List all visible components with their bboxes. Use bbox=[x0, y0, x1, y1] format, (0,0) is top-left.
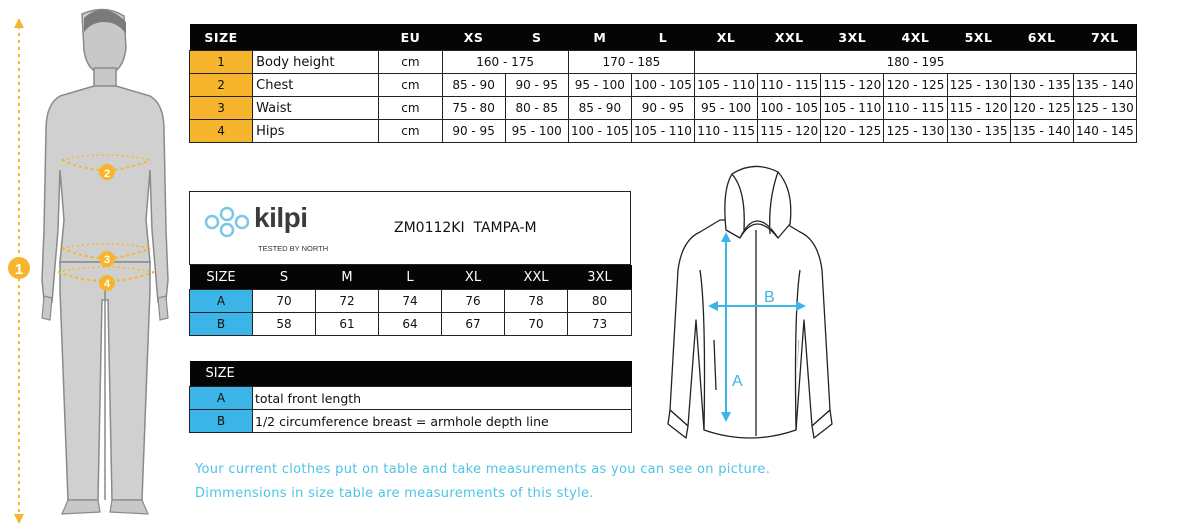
arrow-up-icon bbox=[14, 18, 24, 28]
header-xxl: XXL bbox=[505, 265, 568, 290]
header-size: SIZE bbox=[190, 361, 632, 387]
style-table-header bbox=[190, 265, 632, 290]
header-eu: EU bbox=[379, 24, 442, 51]
marker-2: 2 bbox=[103, 168, 111, 180]
marker-3: 3 bbox=[103, 254, 111, 266]
body-size-table bbox=[189, 24, 1137, 143]
row-unit: cm bbox=[379, 97, 442, 120]
body-figure bbox=[0, 0, 180, 530]
size-table-header bbox=[190, 24, 1137, 51]
measurement-legend-table bbox=[189, 361, 632, 433]
row-name: Hips bbox=[253, 120, 379, 143]
cell-value: 130 - 135 bbox=[1010, 74, 1073, 97]
row-name: Chest bbox=[253, 74, 379, 97]
header-l: L bbox=[631, 24, 694, 51]
header-xxl: XXL bbox=[758, 24, 821, 51]
header-blank bbox=[253, 24, 379, 51]
cell-value: 90 - 95 bbox=[631, 97, 694, 120]
cell-value: 95 - 100 bbox=[568, 74, 631, 97]
row-label: A bbox=[190, 387, 253, 410]
header-4xl: 4XL bbox=[884, 24, 947, 51]
cell-value: 105 - 110 bbox=[631, 120, 694, 143]
header-size: SIZE bbox=[190, 265, 253, 290]
row-unit: cm bbox=[379, 51, 442, 74]
table-row-hips bbox=[190, 120, 1137, 143]
arrow-down-icon bbox=[14, 514, 24, 524]
cell-value: 160 - 175 bbox=[442, 51, 568, 74]
header-xl: XL bbox=[442, 265, 505, 290]
row-name: Waist bbox=[253, 97, 379, 120]
cell-value: 70 bbox=[253, 290, 316, 313]
product-title: ZM0112KI TAMPA-M bbox=[394, 220, 537, 236]
cell-value: 72 bbox=[316, 290, 379, 313]
cell-value: 135 - 140 bbox=[1010, 120, 1073, 143]
instruction-note-2: Dimmensions in size table are measurements of this style. bbox=[195, 486, 594, 501]
brand-box bbox=[189, 191, 631, 265]
header-7xl: 7XL bbox=[1073, 24, 1136, 51]
cell-value: 180 - 195 bbox=[695, 51, 1137, 74]
cell-value: 95 - 100 bbox=[505, 120, 568, 143]
cell-value: 110 - 115 bbox=[758, 74, 821, 97]
row-unit: cm bbox=[379, 120, 442, 143]
style-size-table bbox=[189, 265, 632, 336]
cell-value: 170 - 185 bbox=[568, 51, 694, 74]
header-l: L bbox=[379, 265, 442, 290]
header-xl: XL bbox=[695, 24, 758, 51]
jacket-diagram bbox=[660, 160, 840, 450]
header-m: M bbox=[316, 265, 379, 290]
header-m: M bbox=[568, 24, 631, 51]
cell-value: 110 - 115 bbox=[884, 97, 947, 120]
cell-value: 85 - 90 bbox=[568, 97, 631, 120]
row-number: 2 bbox=[190, 74, 253, 97]
brand-tagline: TESTED BY NORTH bbox=[258, 244, 329, 253]
cell-value: 85 - 90 bbox=[442, 74, 505, 97]
cell-value: 95 - 100 bbox=[695, 97, 758, 120]
row-description: 1/2 circumference breast = armhole depth line bbox=[253, 410, 632, 433]
marker-4: 4 bbox=[103, 278, 111, 290]
cell-value: 100 - 105 bbox=[568, 120, 631, 143]
cell-value: 115 - 120 bbox=[758, 120, 821, 143]
dimension-a-label: A bbox=[732, 373, 743, 390]
row-unit: cm bbox=[379, 74, 442, 97]
cell-value: 61 bbox=[316, 313, 379, 336]
row-description: total front length bbox=[253, 387, 632, 410]
cell-value: 90 - 95 bbox=[442, 120, 505, 143]
cell-value: 140 - 145 bbox=[1073, 120, 1136, 143]
legend-row-b bbox=[190, 410, 632, 433]
row-number: 1 bbox=[190, 51, 253, 74]
cell-value: 125 - 130 bbox=[884, 120, 947, 143]
cell-value: 125 - 130 bbox=[1073, 97, 1136, 120]
table-row-a bbox=[190, 290, 632, 313]
header-s: S bbox=[253, 265, 316, 290]
cell-value: 110 - 115 bbox=[695, 120, 758, 143]
cell-value: 115 - 120 bbox=[821, 74, 884, 97]
instruction-note-1: Your current clothes put on table and take measurements as you can see on picture. bbox=[195, 462, 771, 477]
cell-value: 125 - 130 bbox=[947, 74, 1010, 97]
cell-value: 130 - 135 bbox=[947, 120, 1010, 143]
cell-value: 58 bbox=[253, 313, 316, 336]
kilpi-logo-icon bbox=[204, 206, 250, 238]
header-s: S bbox=[505, 24, 568, 51]
cell-value: 80 - 85 bbox=[505, 97, 568, 120]
row-number: 4 bbox=[190, 120, 253, 143]
cell-value: 90 - 95 bbox=[505, 74, 568, 97]
cell-value: 78 bbox=[505, 290, 568, 313]
cell-value: 67 bbox=[442, 313, 505, 336]
cell-value: 100 - 105 bbox=[631, 74, 694, 97]
row-label: B bbox=[190, 410, 253, 433]
header-3xl: 3XL bbox=[821, 24, 884, 51]
marker-1: 1 bbox=[14, 261, 24, 278]
row-label: A bbox=[190, 290, 253, 313]
row-number: 3 bbox=[190, 97, 253, 120]
cell-value: 105 - 110 bbox=[695, 74, 758, 97]
cell-value: 135 - 140 bbox=[1073, 74, 1136, 97]
cell-value: 74 bbox=[379, 290, 442, 313]
legend-row-a bbox=[190, 387, 632, 410]
cell-value: 80 bbox=[568, 290, 632, 313]
row-name: Body height bbox=[253, 51, 379, 74]
cell-value: 120 - 125 bbox=[1010, 97, 1073, 120]
table-row-chest bbox=[190, 74, 1137, 97]
cell-value: 120 - 125 bbox=[884, 74, 947, 97]
header-5xl: 5XL bbox=[947, 24, 1010, 51]
header-3xl: 3XL bbox=[568, 265, 632, 290]
table-row-body-height bbox=[190, 51, 1137, 74]
brand-name: kilpi bbox=[254, 202, 308, 233]
cell-value: 100 - 105 bbox=[758, 97, 821, 120]
header-6xl: 6XL bbox=[1010, 24, 1073, 51]
dimension-b-label: B bbox=[764, 289, 775, 306]
cell-value: 64 bbox=[379, 313, 442, 336]
table-row-waist bbox=[190, 97, 1137, 120]
table-row-b bbox=[190, 313, 632, 336]
cell-value: 105 - 110 bbox=[821, 97, 884, 120]
cell-value: 76 bbox=[442, 290, 505, 313]
cell-value: 120 - 125 bbox=[821, 120, 884, 143]
header-size: SIZE bbox=[190, 24, 253, 51]
cell-value: 73 bbox=[568, 313, 632, 336]
header-xs: XS bbox=[442, 24, 505, 51]
cell-value: 70 bbox=[505, 313, 568, 336]
legend-header bbox=[190, 361, 632, 387]
cell-value: 75 - 80 bbox=[442, 97, 505, 120]
cell-value: 115 - 120 bbox=[947, 97, 1010, 120]
row-label: B bbox=[190, 313, 253, 336]
